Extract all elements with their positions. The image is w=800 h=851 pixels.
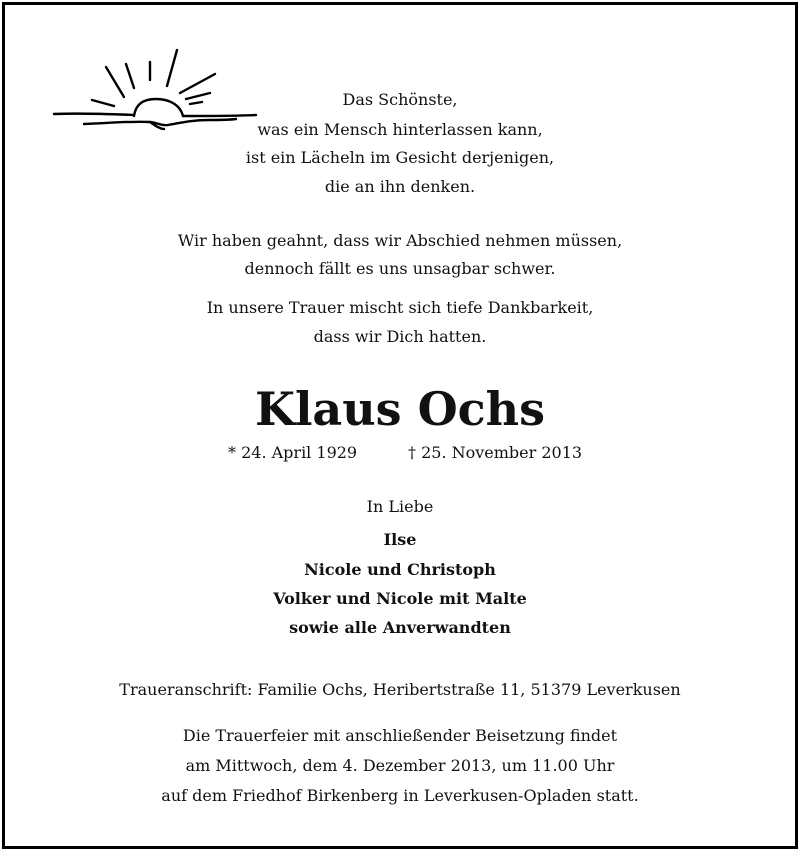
poem-line-3: ist ein Lächeln im Gesicht derjenigen,: [245, 148, 555, 167]
death-date: † 25. November 2013: [408, 443, 583, 462]
mourning-address: Traueranschrift: Familie Ochs, Heribertstraße 11, 51379 Leverkusen: [119, 680, 681, 699]
message-line-4: dass wir Dich hatten.: [313, 327, 487, 346]
mourner-name-4: sowie alle Anverwandten: [289, 618, 511, 637]
message-line-1: Wir haben geahnt, dass wir Abschied nehmen müssen,: [177, 231, 623, 250]
birth-date: * 24. April 1929: [228, 443, 358, 462]
mourner-name-3: Volker und Nicole mit Malte: [273, 589, 527, 608]
mourners-intro: In Liebe: [366, 497, 434, 516]
poem-line-1: Das Schönste,: [342, 90, 458, 109]
mourner-name-2: Nicole und Christoph: [304, 560, 496, 579]
ceremony-line-3: auf dem Friedhof Birkenberg in Leverkusen-Opladen statt.: [161, 786, 639, 805]
poem-line-2: was ein Mensch hinterlassen kann,: [257, 120, 543, 139]
ceremony-line-2: am Mittwoch, dem 4. Dezember 2013, um 11.00 Uhr: [185, 756, 615, 775]
message-line-3: In unsere Trauer mischt sich tiefe Dankbarkeit,: [206, 298, 594, 317]
poem-line-4: die an ihn denken.: [324, 177, 476, 196]
deceased-name: Klaus Ochs: [254, 382, 546, 436]
ceremony-line-1: Die Trauerfeier mit anschließender Beisetzung findet: [182, 726, 618, 745]
mourner-name-1: Ilse: [383, 530, 417, 549]
message-line-2: dennoch fällt es uns unsagbar schwer.: [244, 259, 556, 278]
